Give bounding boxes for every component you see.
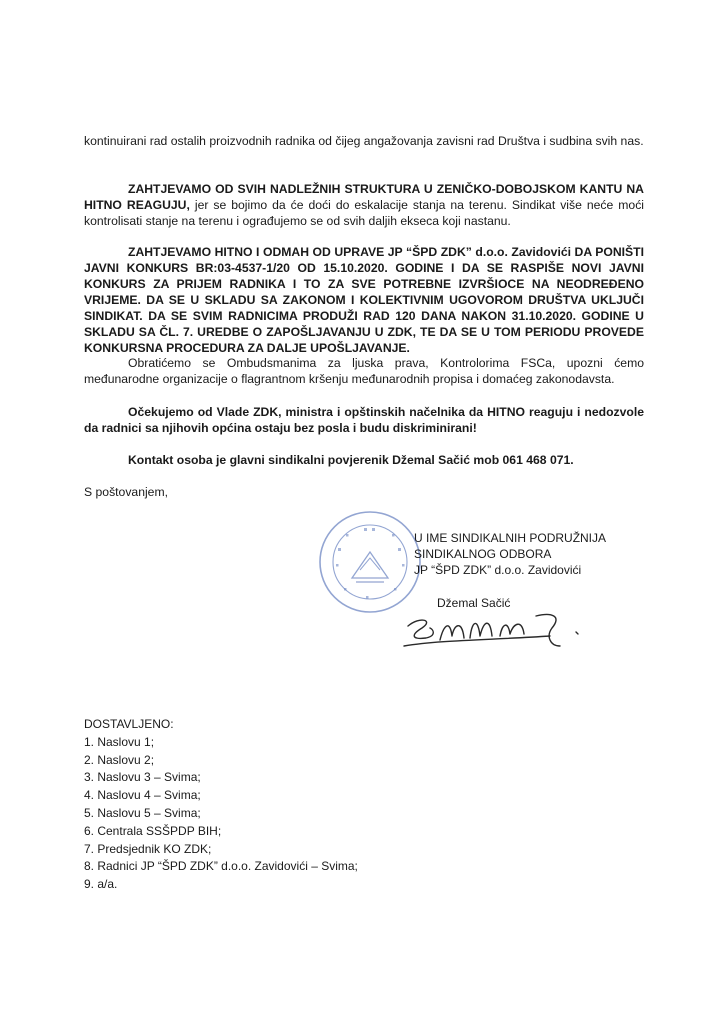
paragraph-government: Očekujemo od Vlade ZDK, ministra i opštinskih načelnika da HITNO reaguju i nedozvole da radnici sa njihovih općina ostaju bez posla i budu diskriminirani! <box>84 405 644 435</box>
signature-line-1: U IME SINDIKALNIH PODRUŽNIJA <box>414 531 607 545</box>
list-item: 9. a/a. <box>84 877 118 892</box>
paragraph-contact: Kontakt osoba je glavni sindikalni povjerenik Džemal Sačić mob 061 468 071. <box>128 453 574 467</box>
paragraph-demand-management: ZAHTJEVAMO HITNO I ODMAH OD UPRAVE JP “ŠPD ZDK” d.o.o. Zavidovići DA PONIŠTI JAVNI KONKURS BR:03-4537-1/20 OD 15.10.2020. GODINE I DA SE RASPIŠE NOVI JAVNI KONKURS ZA PRIJEM RADNIKA I TO ZA SVE POTREBNE IZVRŠIOCE NA NEODREĐENO VRIJEME. DA SE U SKLADU SA ZAKONOM I KOLEKTIVNIM UGOVOROM DRUŠTVA UKLJUČI SINDIKAT. DA SE SVIM RADNICIMA PRODUŽI RAD 120 DANA NAKON 31.10.2020. GODINE U SKLADU SA ČL. 7. UREDBE O ZAPOŠLJAVANJU U ZDK, TE DA SE U TOM PERIODU PROVEDE KONKURSNA PROCEDURA ZA DALJE UPOŠLJAVANJE. <box>84 245 644 355</box>
distribution-heading: DOSTAVLJENO: <box>84 717 174 731</box>
signature-line-3: JP “ŠPD ZDK” d.o.o. Zavidovići <box>414 563 582 577</box>
list-item: 8. Radnici JP “ŠPD ZDK” d.o.o. Zavidovići – Svima; <box>84 859 358 874</box>
paragraph-demand-canton-bold: ZAHTJEVAMO OD SVIH NADLEŽNIH STRUKTURA U ZENIČKO-DOBOJSKOM KANTU NA HITNO REAGUJU, <box>84 182 644 212</box>
handwritten-signature <box>400 606 600 658</box>
distribution-items <box>84 734 358 894</box>
salutation: S poštovanjem, <box>84 485 169 499</box>
signature-block <box>414 530 624 578</box>
signatory-name: Džemal Sačić <box>437 596 511 610</box>
list-item: 2. Naslovu 2; <box>84 752 155 767</box>
list-item: 3. Naslovu 3 – Svima; <box>84 770 201 785</box>
distribution-list <box>84 716 358 894</box>
list-item: 6. Centrala SSŠPDP BIH; <box>84 823 222 838</box>
signature-line-2: SINDIKALNOG ODBORA <box>414 547 552 561</box>
list-item: 4. Naslovu 4 – Svima; <box>84 788 201 803</box>
paragraph-continuation: kontinuirani rad ostalih proizvodnih radnika od čijeg angažovanja zavisni rad Društva i sudbina svih nas. <box>84 134 644 148</box>
paragraph-ombudsman: Obratićemo se Ombudsmanima za ljuska prava, Kontrolorima FSCa, upozni ćemo međunarodne organizacije o flagrantnom kršenju međunarodnih propisa i domaćeg zakonodavsta. <box>84 356 644 386</box>
paragraph-demand-canton <box>84 181 644 229</box>
list-item: 7. Predsjednik KO ZDK; <box>84 841 212 856</box>
union-stamp <box>316 508 424 616</box>
paragraph-demand-canton-rest: jer se bojimo da će doći do eskalacije stanja na terenu. Sindikat više neće moći kontrolisati stanje na terenu i ograđujemo se od svih daljih ekseca koji nastanu. <box>84 198 644 228</box>
list-item: 1. Naslovu 1; <box>84 734 155 749</box>
list-item: 5. Naslovu 5 – Svima; <box>84 805 201 820</box>
